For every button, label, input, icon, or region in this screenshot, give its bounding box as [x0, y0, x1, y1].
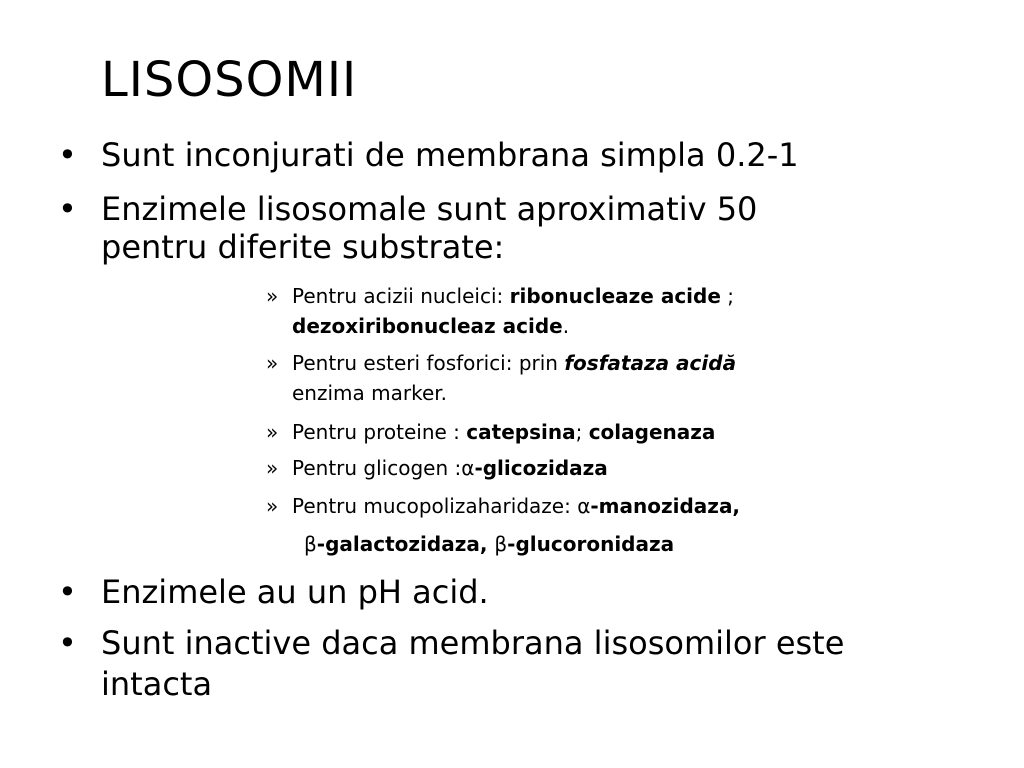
bullet-text-line2: intacta [101, 665, 213, 703]
alpha-symbol: α [461, 456, 475, 480]
sub-bullet-glyph: » [266, 351, 279, 375]
enzyme-name: fosfataza acidă [564, 351, 737, 375]
separator: ; [575, 420, 589, 444]
sub-prefix: Pentru mucopolizaharidaze: [292, 494, 578, 518]
enzyme-name: catepsina [466, 420, 576, 444]
enzyme-name: colagenaza [588, 420, 716, 444]
bullet-text-line1: Enzimele lisosomale sunt aproximativ 50 [101, 190, 758, 228]
sub-bullet-glyph: » [266, 284, 279, 308]
bullet-glyph: • [58, 624, 77, 662]
enzyme-name: ribonucleaze acide [509, 284, 721, 308]
enzyme-name: -glucoronidaza [507, 532, 675, 556]
bullet-glyph: • [58, 573, 77, 611]
alpha-symbol: α [577, 494, 591, 518]
sub-prefix: Pentru proteine : [292, 420, 467, 444]
sub-bullet-glyph: » [266, 494, 279, 518]
sub-bullet-glyph: » [266, 420, 279, 444]
slide-title: LISOSOMII [101, 52, 358, 108]
enzyme-name: -glicozidaza [474, 456, 608, 480]
enzyme-name: dezoxiribonucleaz acide [292, 314, 563, 338]
sub-item-text: enzima marker. [292, 381, 448, 405]
sub-prefix: Pentru acizii nucleici: [292, 284, 510, 308]
bullet-text: Sunt inconjurati de membrana simpla 0.2-1 [101, 136, 799, 174]
beta-symbol: β [304, 532, 317, 556]
sub-item-text [292, 281, 734, 311]
bullet-glyph: • [58, 136, 77, 174]
beta-symbol: β [494, 532, 508, 556]
bullet-text: Enzimele au un pH acid. [101, 573, 489, 611]
sub-prefix: Pentru esteri fosforici: prin [292, 351, 565, 375]
enzyme-name: -galactozidaza, [316, 532, 495, 556]
enzyme-name: -manozidaza, [590, 494, 741, 518]
separator: ; [720, 284, 735, 308]
period: . [562, 314, 570, 338]
bullet-text-line1: Sunt inactive daca membrana lisosomilor este [101, 624, 845, 662]
bullet-glyph: • [58, 190, 77, 228]
sub-bullet-glyph: » [266, 456, 279, 480]
sub-prefix: Pentru glicogen : [292, 456, 462, 480]
bullet-text-line2: pentru diferite substrate: [101, 228, 505, 266]
